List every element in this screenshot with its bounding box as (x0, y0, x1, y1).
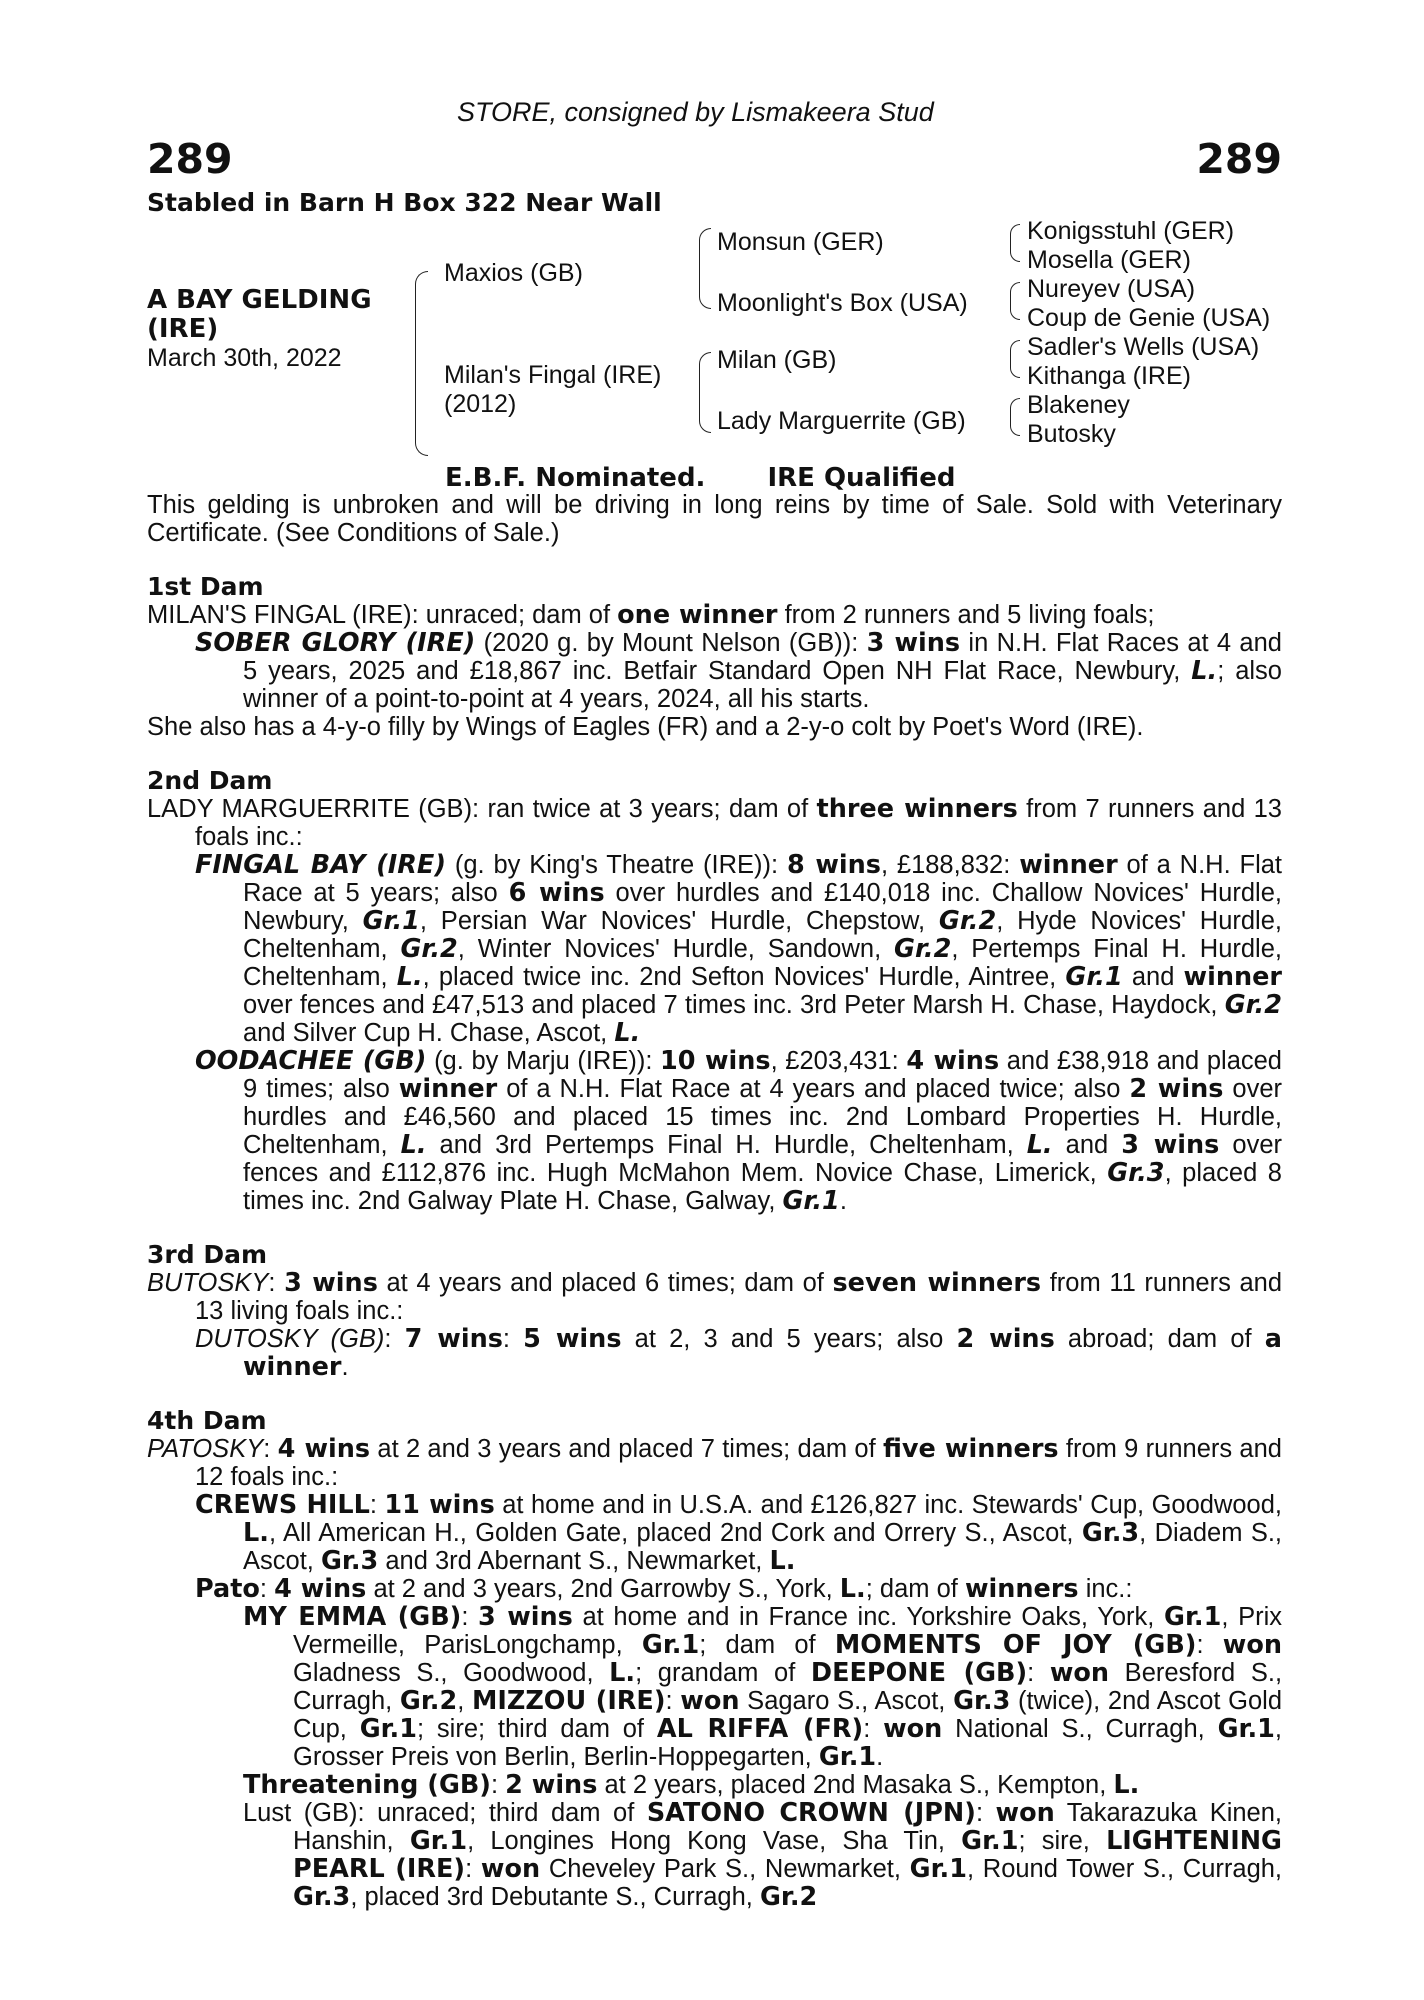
lot-number-left: 289 (147, 135, 233, 183)
dam-year: (2012) (444, 390, 517, 418)
dam-name: Milan's Fingal (IRE) (444, 361, 662, 389)
lot-number-right: 289 (1196, 135, 1282, 183)
pedigree-brace-3a (1010, 224, 1020, 262)
ancestor-8: Butosky (1027, 420, 1116, 448)
fourth-dam-heading: 4th Dam (147, 1406, 267, 1435)
ancestor-2: Mosella (GER) (1027, 246, 1191, 274)
stabling-info: Stabled in Barn H Box 322 Near Wall (147, 188, 662, 217)
dam-dam: Lady Marguerrite (GB) (717, 407, 966, 435)
ancestor-6: Kithanga (IRE) (1027, 362, 1191, 390)
sober-glory-entry: SOBER GLORY (IRE) (2020 g. by Mount Nelson (GB)): 3 wins in N.H. Flat Races at 4 and 5 years, 2025 and £18,867 inc. Betfair Standard Open NH Flat Race, Newbury, L.; also winner of a point-to-point at 4 years, 2024, all his starts. (195, 628, 1282, 713)
pedigree-brace-1 (415, 271, 428, 456)
pedigree-brace-3c (1010, 340, 1020, 378)
lust-entry: Lust (GB): unraced; third dam of SATONO CROWN (JPN): won Takarazuka Kinen, Hanshin, Gr.1, Longines Hong Kong Vase, Sha Tin, Gr.1; sire, LIGHTENING PEARL (IRE): won Cheveley Park S., Newmarket, Gr.1, Round Tower S., Curragh, Gr.3, placed 3rd Debutante S., Curragh, Gr.2 (243, 1798, 1283, 1912)
ebf-status: E.B.F. Nominated. (445, 463, 706, 493)
ire-status: IRE Qualified (767, 463, 956, 493)
dam-sire: Milan (GB) (717, 346, 837, 374)
sire-name: Maxios (GB) (444, 259, 583, 287)
first-dam-other-produce: She also has a 4-y-o filly by Wings of Eagles (FR) and a 2-y-o colt by Poet's Word (IRE). (147, 713, 1144, 741)
my-emma-entry: MY EMMA (GB): 3 wins at home and in France inc. Yorkshire Oaks, York, Gr.1, Prix Vermeille, ParisLongchamp, Gr.1; dam of MOMENTS OF JOY (GB): won Gladness S., Goodwood, L.; grandam of DEEPONE (GB): won Beresford S., Curragh, Gr.2, MIZZOU (IRE): won Sagaro S., Ascot, Gr.3 (twice), 2nd Ascot Gold Cup, Gr.1; sire; third dam of AL RIFFA (FR): won National S., Curragh, Gr.1, Grosser Preis von Berlin, Berlin-Hoppegarten, Gr.1. (243, 1602, 1283, 1772)
first-dam-heading: 1st Dam (147, 572, 264, 601)
first-dam-intro: MILAN'S FINGAL (IRE): unraced; dam of one winner from 2 runners and 5 living foals; (147, 600, 1155, 630)
horse-foaling-date: March 30th, 2022 (147, 344, 342, 372)
second-dam-heading: 2nd Dam (147, 766, 273, 795)
sire-dam: Moonlight's Box (USA) (717, 289, 968, 317)
sale-notes: This gelding is unbroken and will be driving in long reins by time of Sale. Sold with Veterinary Certificate. (See Conditions of Sale.) (147, 491, 1282, 547)
second-dam-intro: LADY MARGUERRITE (GB): ran twice at 3 years; dam of three winners from 7 runners and 13 foals inc.: (147, 794, 1282, 851)
fingal-bay-entry: FINGAL BAY (IRE) (g. by King's Theatre (IRE)): 8 wins, £188,832: winner of a N.H. Flat Race at 5 years; also 6 wins over hurdles and £140,018 inc. Challow Novices' Hurdle, Newbury, Gr.1, Persian War Novices' Hurdle, Chepstow, Gr.2, Hyde Novices' Hurdle, Cheltenham, Gr.2, Winter Novices' Hurdle, Sandown, Gr.2, Pertemps Final H. Hurdle, Cheltenham, L., placed twice inc. 2nd Sefton Novices' Hurdle, Aintree, Gr.1 and winner over fences and £47,513 and placed 7 times inc. 3rd Peter Marsh H. Chase, Haydock, Gr.2 and Silver Cup H. Chase, Ascot, L. (195, 850, 1283, 1048)
pedigree-brace-3b (1010, 282, 1020, 320)
ancestor-5: Sadler's Wells (USA) (1027, 333, 1260, 361)
third-dam-heading: 3rd Dam (147, 1240, 267, 1269)
threatening-entry: Threatening (GB): 2 wins at 2 years, placed 2nd Masaka S., Kempton, L. (243, 1770, 1140, 1800)
third-dam-intro: BUTOSKY: 3 wins at 4 years and placed 6 times; dam of seven winners from 11 runners and 13 living foals inc.: (147, 1268, 1283, 1325)
fourth-dam-intro: PATOSKY: 4 wins at 2 and 3 years and placed 7 times; dam of five winners from 9 runners and 12 foals inc.: (147, 1434, 1282, 1491)
catalogue-body (147, 491, 1282, 1911)
sire-sire: Monsun (GER) (717, 228, 884, 256)
ancestor-4: Coup de Genie (USA) (1027, 304, 1271, 332)
crews-hill-entry: CREWS HILL: 11 wins at home and in U.S.A. and £126,827 inc. Stewards' Cup, Goodwood, L., All American H., Golden Gate, placed 2nd Cork and Orrery S., Ascot, Gr.3, Diadem S., Ascot, Gr.3 and 3rd Abernant S., Newmarket, L. (195, 1490, 1282, 1576)
ancestor-3: Nureyev (USA) (1027, 275, 1196, 303)
pedigree-brace-3d (1010, 398, 1020, 436)
ancestor-7: Blakeney (1027, 391, 1130, 419)
dutosky-entry: DUTOSKY (GB): 7 wins: 5 wins at 2, 3 and 5 years; also 2 wins abroad; dam of a winner. (195, 1324, 1282, 1382)
oodachee-entry: OODACHEE (GB) (g. by Marju (IRE)): 10 wins, £203,431: 4 wins and £38,918 and placed 9 times; also winner of a N.H. Flat Race at 4 years and placed twice; also 2 wins over hurdles and £46,560 and placed 15 times inc. 2nd Lombard Properties H. Hurdle, Cheltenham, L. and 3rd Pertemps Final H. Hurdle, Cheltenham, L. and 3 wins over fences and £112,876 inc. Hugh McMahon Mem. Novice Chase, Limerick, Gr.3, placed 8 times inc. 2nd Galway Plate H. Chase, Galway, Gr.1. (195, 1046, 1282, 1216)
pedigree-brace-2b (699, 352, 711, 433)
pato-entry: Pato: 4 wins at 2 and 3 years, 2nd Garrowby S., York, L.; dam of winners inc.: (195, 1574, 1133, 1604)
pedigree-brace-2a (699, 228, 711, 309)
ancestor-1: Konigsstuhl (GER) (1027, 217, 1235, 245)
horse-description: A BAY GELDING (147, 285, 372, 315)
qualifications (445, 463, 955, 493)
consignor-line: STORE, consigned by Lismakeera Stud (457, 97, 934, 127)
horse-origin: (IRE) (147, 314, 219, 344)
